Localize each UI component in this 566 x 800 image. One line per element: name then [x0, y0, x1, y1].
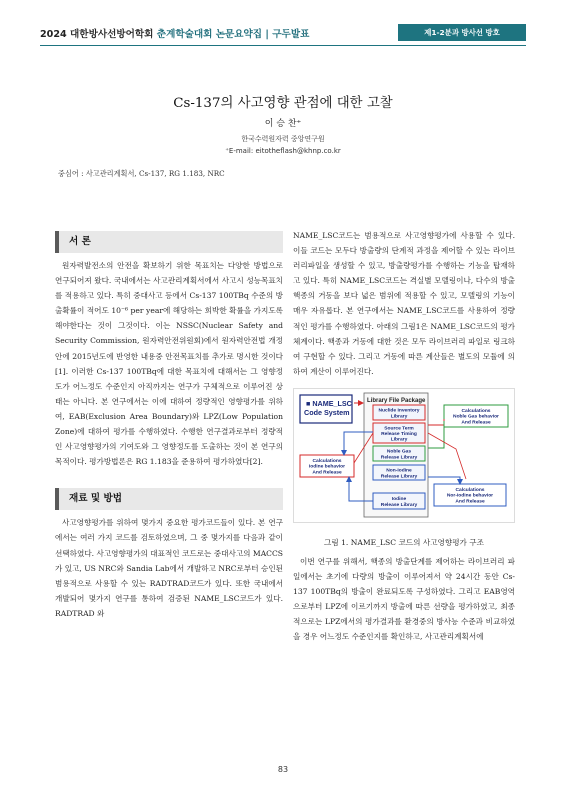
proceedings-name: 춘계학술대회 논문요약집 [156, 29, 263, 40]
header-title [40, 26, 309, 40]
paper-title: Cs-137의 사고영향 관점에 대한 고찰 [173, 96, 393, 111]
keywords: 중심어 : 사고관리계획서, Cs-137, RG 1.183, NRC [58, 169, 225, 178]
page-header [40, 26, 526, 42]
library-label: Source Term Release Timing Library [381, 426, 417, 443]
code-structure-diagram [294, 389, 514, 522]
calculation-label: Calculations Nor-Iodine behavior And Release [446, 487, 494, 505]
calculation-label: Calculations Noble Gas behavior And Release [453, 408, 499, 426]
right-paragraph-2: 이번 연구를 위해서, 핵종의 방출단계를 제어하는 라이브러리 파일에서는 초기에 다량의 방출이 이루어져서 약 24시간 동안 Cs-137 100TBq의 방출이 완료되도록 구성하였다. 그리고 EAB영역으로부터 LPZ에 이르기까지 방출에 따른 선량을 평가하였고, 최종적으로는 LPZ에서의 평가결과를 환경중의 방사능 수준과 비교하였을 경우 어느정도 수준인지를 확인하고, 사고관리계획서에 [293, 556, 515, 642]
intro-paragraph: 원자력발전소의 안전을 확보하기 위한 목표치는 다양한 방법으로 연구되어져 왔다. 국내에서는 사고관리계획서에서 사고시 성능목표치를 적용하고 있다. 특히 중대사고 등에서 Cs-137 100TBq 수준의 방출확률이 적어도 10⁻⁶ per year에 해당하는 희박한 확률을 가지도록 해야한다는 것이 그것이다. 이는 NSSC(Nuclear Safety and Security Commission, 원자력안전위원회)에서 원자력안전법 개정안에 2015년도에 반영한 내용중 안전목표치를 추가로 명시한 것이다[1]. 이러한 Cs-137 100TBq에 대한 목표치에 대해서는 그 영향정도가 어느정도 수준인지 아직까지는 연구가 구체적으로 이루어진 상태는 아니다. 본 연구에서는 이에 대하여 정량적인 영향평가를 위하여, EAB(Exclusion Area Boundary)와 LPZ(Low Population Zone)에 대하여 평가를 수행하였다. 수행한 연구결과로부터 정량적인 사고영향평가의 기여도와 그 영향정도를 도출하는 것이 본 연구의 목적이다. 평가방법론은 RG 1.183을 준용하여 평가하였다[2]. [55, 261, 283, 467]
code-system-label: ■ NAME_LSC Code System [304, 398, 352, 417]
right-paragraph-1: NAME_LSC코드는 범용적으로 사고영향평가에 사용할 수 있다. 이들 코드는 모두다 방출량의 단계적 과정을 제어할 수 있는 라이브러리파일을 생성할 수 있고, 방출량평가를 수행하는 기능을 탑재하고 있다. 특히 NAME_LSC코드는 격실별 모델링이나, 다수의 방출핵종의 거동을 보다 넓은 범위에 적용할 수 있고, 모델링의 기능이 매우 자유롭다. 본 연구에서는 NAME_LSC코드를 사용하여 정량적인 평가를 수행하였다. 아래의 그림1은 NAME_LSC코드의 평가체계이다. 핵종과 거동에 대한 것은 모두 라이브러리 파일로 링크하여 구현할 수 있다. 그리고 거동에 따른 계산들은 별도의 모듈에 의하여 계산이 이루어진다. [293, 231, 515, 376]
email: ⁺E-mail: eitotheflash@khnp.co.kr [225, 147, 341, 155]
session-type: 구두발표 [272, 29, 310, 40]
library-label: Nuclide Inventory Library [378, 408, 420, 420]
code-system-box [300, 395, 352, 423]
library-label: Non-Iodine Release Library [380, 468, 418, 480]
right-column [293, 231, 515, 645]
methods-paragraph: 사고영향평가를 위하여 몇가지 중요한 평가코드들이 있다. 본 연구에서는 여러 가지 코드를 검토하였으며, 그 중 몇가지를 다음과 같이 선택하였다. 사고영향평가의 대표적인 코드로는 중대사고의 MACCS가 있고, US NRC와 Sandia Lab에서 개발하고 NRC로부터 승인된 범용적으로 사용할 수 있는 RADTRAD코드가 있다. 또한 국내에서 개발되어 몇가지 연구를 통하여 검증된 NAME_LSC코드가 있다. RADTRAD 와 [55, 518, 283, 618]
affiliation: 한국수력원자력 중앙연구원 [241, 135, 325, 143]
figure-caption: 그림 1. NAME_LSC 코드의 사고영향평가 구조 [324, 537, 484, 547]
left-column [55, 231, 283, 621]
header-rule [40, 45, 526, 46]
calculation-label: Calculations Iodine behavior And Release [308, 458, 346, 476]
author: 이 승 찬⁺ [264, 119, 302, 129]
figure-code-structure [293, 388, 515, 523]
library-label: Noble Gas Release Library [380, 449, 418, 461]
conference-name: 2024 대한방사선방어학회 [40, 29, 157, 40]
page-number: 83 [277, 765, 289, 774]
title-block [40, 92, 526, 155]
header-separator: | [262, 29, 273, 40]
package-title: Library File Package [367, 397, 426, 404]
section-heading-intro: 서 론 [55, 231, 283, 253]
section-heading-methods: 재료 및 방법 [55, 488, 283, 510]
library-label: Iodine Release Library [380, 497, 418, 508]
session-badge: 제1-2분과 방사선 방호 [398, 24, 526, 41]
